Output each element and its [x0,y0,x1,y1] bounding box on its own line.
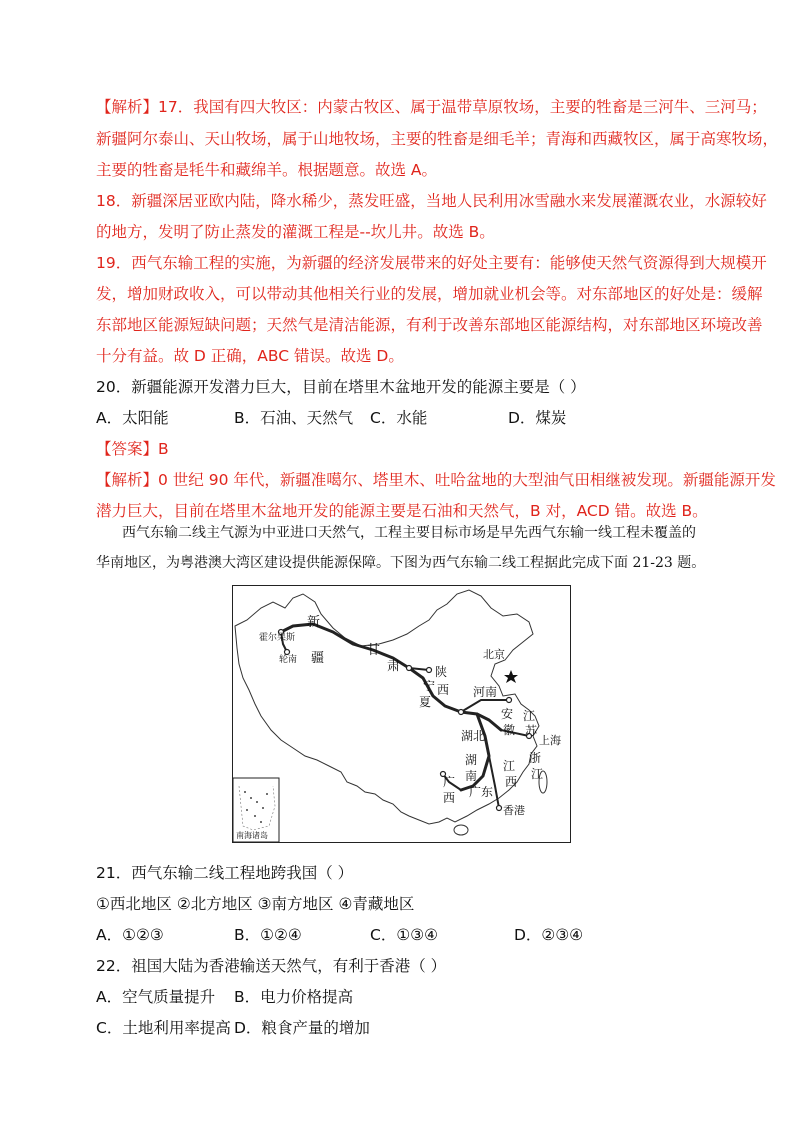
label-xi-gx: 西 [443,791,456,805]
china-border [235,590,542,824]
analysis-18-line1: 18．新疆深居亚欧内陆，降水稀少，蒸发旺盛，当地人民利用冰雪融水来发展灌溉农业，水源较好 [96,192,767,210]
q20-option-d: D．煤炭 [508,409,567,427]
label-hui: 徽 [503,723,516,737]
passage-line2: 华南地区，为粤港澳大湾区建设提供能源保障。下图为西气东输二线工程据此完成下面 21-23 题。 [96,555,706,571]
q20-option-a: A．太阳能 [96,409,169,427]
pipeline-map [232,585,571,843]
west-east-pipeline-main [281,624,501,730]
label-lunnan: 轮南 [279,655,298,665]
question-21-stem: 21．西气东输二线工程地跨我国（ ） [96,864,354,882]
label-nanhai: 南海诸岛 [236,831,268,840]
label-xi-jx: 西 [505,775,518,789]
label-su: 肃 [387,659,401,674]
label-xin: 新 [307,615,321,630]
label-shanghai: 上海 [539,734,561,747]
beijing-star-icon [504,670,518,683]
analysis-18-line2: 的地方，发明了防止蒸发的灌溉工程是--坎儿井。故选 B。 [96,223,495,241]
analysis-17-line2: 新疆阿尔泰山、天山牧场，属于山地牧场，主要的牲畜是细毛羊；青海和西藏牧区，属于高寒牧场， [96,130,779,148]
label-huoerguosi: 霍尔果斯 [259,633,296,643]
label-xia: 夏 [419,695,432,709]
label-xi-shaanxi: 西 [437,683,450,697]
passage-line1: 西气东输二线主气源为中亚进口天然气，工程主要目标市场是早先西气东输一线工程未覆盖的 [122,525,696,541]
q20-analysis-line1: 【解析】0 世纪 90 年代，新疆准噶尔、塔里木、吐哈盆地的大型油气田相继被发现。新疆能源开发 [96,471,776,489]
label-jiang: 疆 [311,651,325,666]
analysis-19-line4: 十分有益。故 D 正确，ABC 错误。故选 D。 [96,347,404,365]
q20-answer: 【答案】B [96,440,169,458]
q21-option-d: D．②③④ [514,926,584,944]
q20-option-c: C．水能 [370,409,428,427]
q21-option-b: B．①②④ [234,926,302,944]
hainan-island [454,825,468,835]
analysis-19-line3: 东部地区能源短缺问题；天然气是清洁能源，有利于改善东部地区能源结构，对东部地区环境改善 [96,316,763,334]
question-21-items: ①西北地区 ②北方地区 ③南方地区 ④青藏地区 [96,895,415,913]
analysis-19-line2: 发，增加财政收入，可以带动其他相关行业的发展，增加就业机会等。对东部地区的好处是：缓解 [96,285,763,303]
q21-option-c: C．①③④ [370,926,439,944]
label-jiang-su1: 江 [523,709,536,723]
q20-analysis-line2: 潜力巨大，目前在塔里木盆地开发的能源主要是石油和天然气，B 对，ACD 错。故选 B。 [96,502,708,520]
label-guang: 广 [443,775,456,789]
label-guangdong: 广东 [469,785,494,799]
question-22-stem: 22．祖国大陆为香港输送天然气，有利于香港（ ） [96,957,447,975]
label-hu: 湖 [465,753,478,767]
label-beijing: 北京 [483,648,505,661]
label-nan: 南 [465,769,478,783]
label-ning: 宁 [423,679,436,693]
q22-option-b: B．电力价格提高 [234,988,354,1006]
label-zhe: 浙 [529,751,542,765]
label-su-js: 苏 [525,724,538,738]
china-map-svg [233,586,570,842]
q20-option-b: B．石油、天然气 [234,409,354,427]
question-20-stem: 20．新疆能源开发潜力巨大，目前在塔里木盆地开发的能源主要是（ ） [96,378,586,396]
q22-option-c: C．土地利用率提高 [96,1019,231,1037]
q22-option-a: A．空气质量提升 [96,988,216,1006]
q22-option-d: D．粮食产量的增加 [234,1019,370,1037]
label-jiang-zj: 江 [531,767,544,781]
label-shaan: 陕 [435,665,448,679]
pipeline-branch-xianggang [489,756,499,808]
label-henan: 河南 [473,685,498,699]
label-hubei: 湖北 [461,729,486,743]
analysis-19-line1: 19．西气东输工程的实施，为新疆的经济发展带来的好处主要有：能够使天然气资源得到大规模开 [96,254,767,272]
label-gan: 甘 [367,643,381,658]
analysis-17-line3: 主要的牲畜是牦牛和藏绵羊。根据题意。故选 A。 [96,161,438,179]
q21-option-a: A．①②③ [96,926,164,944]
label-jiang-jx: 江 [503,759,516,773]
analysis-17-line1: 【解析】17．我国有四大牧区：内蒙古牧区、属于温带草原牧场，主要的牲畜是三河牛、三河马； [96,98,767,116]
label-hongkong: 香港 [503,804,525,817]
label-an: 安 [501,707,514,721]
